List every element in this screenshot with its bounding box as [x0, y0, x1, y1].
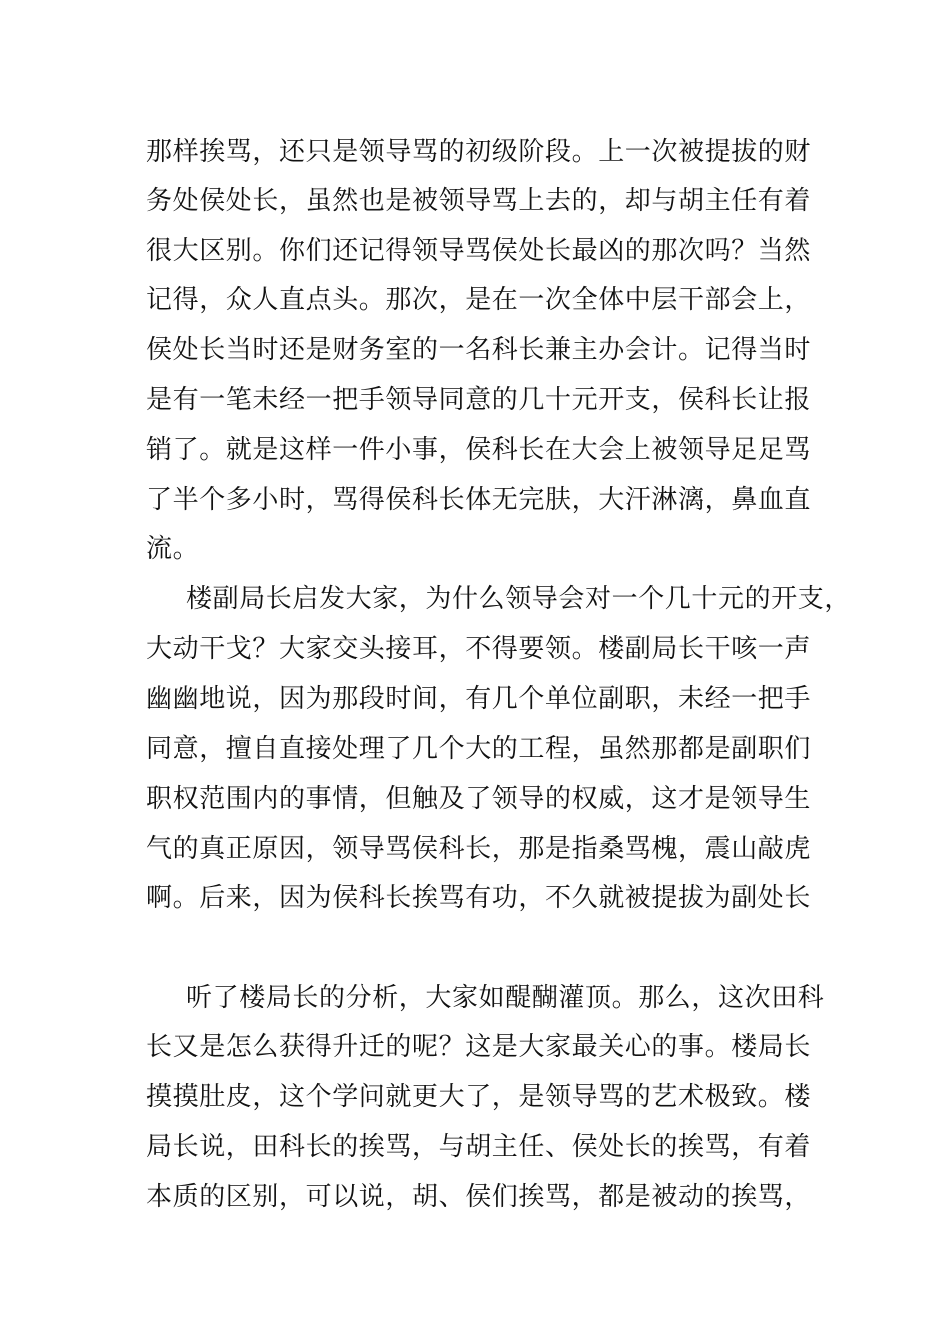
text-line: 啊。后来，因为侯科长挨骂有功，不久就被提拔为副处长: [146, 883, 812, 913]
text-line: 幽幽地说，因为那段时间，有几个单位副职，未经一把手: [146, 684, 812, 714]
text-line: 务处侯处长，虽然也是被领导骂上去的，却与胡主任有着: [146, 186, 812, 216]
text-line: 那样挨骂，还只是领导骂的初级阶段。上一次被提拔的财: [146, 137, 812, 167]
text-line: 大动干戈？大家交头接耳，不得要领。楼副局长干咳一声: [146, 634, 812, 664]
text-line: 长又是怎么获得升迁的呢？这是大家最关心的事。楼局长: [146, 1032, 812, 1062]
text-line: 流。: [146, 534, 200, 564]
text-line: 听了楼局长的分析，大家如醍醐灌顶。那么，这次田科: [186, 983, 825, 1013]
text-line: 本质的区别，可以说，胡、侯们挨骂，都是被动的挨骂，: [146, 1182, 812, 1212]
text-line: 是有一笔未经一把手领导同意的几十元开支，侯科长让报: [146, 385, 812, 415]
text-line: 同意，擅自直接处理了几个大的工程，虽然那都是副职们: [146, 734, 812, 764]
text-line: 销了。就是这样一件小事，侯科长在大会上被领导足足骂: [146, 435, 812, 465]
text-line: 职权范围内的事情，但触及了领导的权威，这才是领导生: [146, 784, 812, 814]
text-line: 了半个多小时，骂得侯科长体无完肤，大汗淋漓，鼻血直: [146, 485, 812, 515]
text-line: 记得，众人直点头。那次，是在一次全体中层干部会上，: [146, 285, 812, 315]
text-line: 很大区别。你们还记得领导骂侯处长最凶的那次吗？当然: [146, 236, 812, 266]
text-line: 摸摸肚皮，这个学问就更大了，是领导骂的艺术极致。楼: [146, 1082, 812, 1112]
text-line: 气的真正原因，领导骂侯科长，那是指桑骂槐，震山敲虎: [146, 834, 812, 864]
text-line: 局长说，田科长的挨骂，与胡主任、侯处长的挨骂，有着: [146, 1132, 812, 1162]
text-line: 侯处长当时还是财务室的一名科长兼主办会计。记得当时: [146, 335, 812, 365]
text-line: 楼副局长启发大家，为什么领导会对一个几十元的开支，: [186, 584, 852, 614]
